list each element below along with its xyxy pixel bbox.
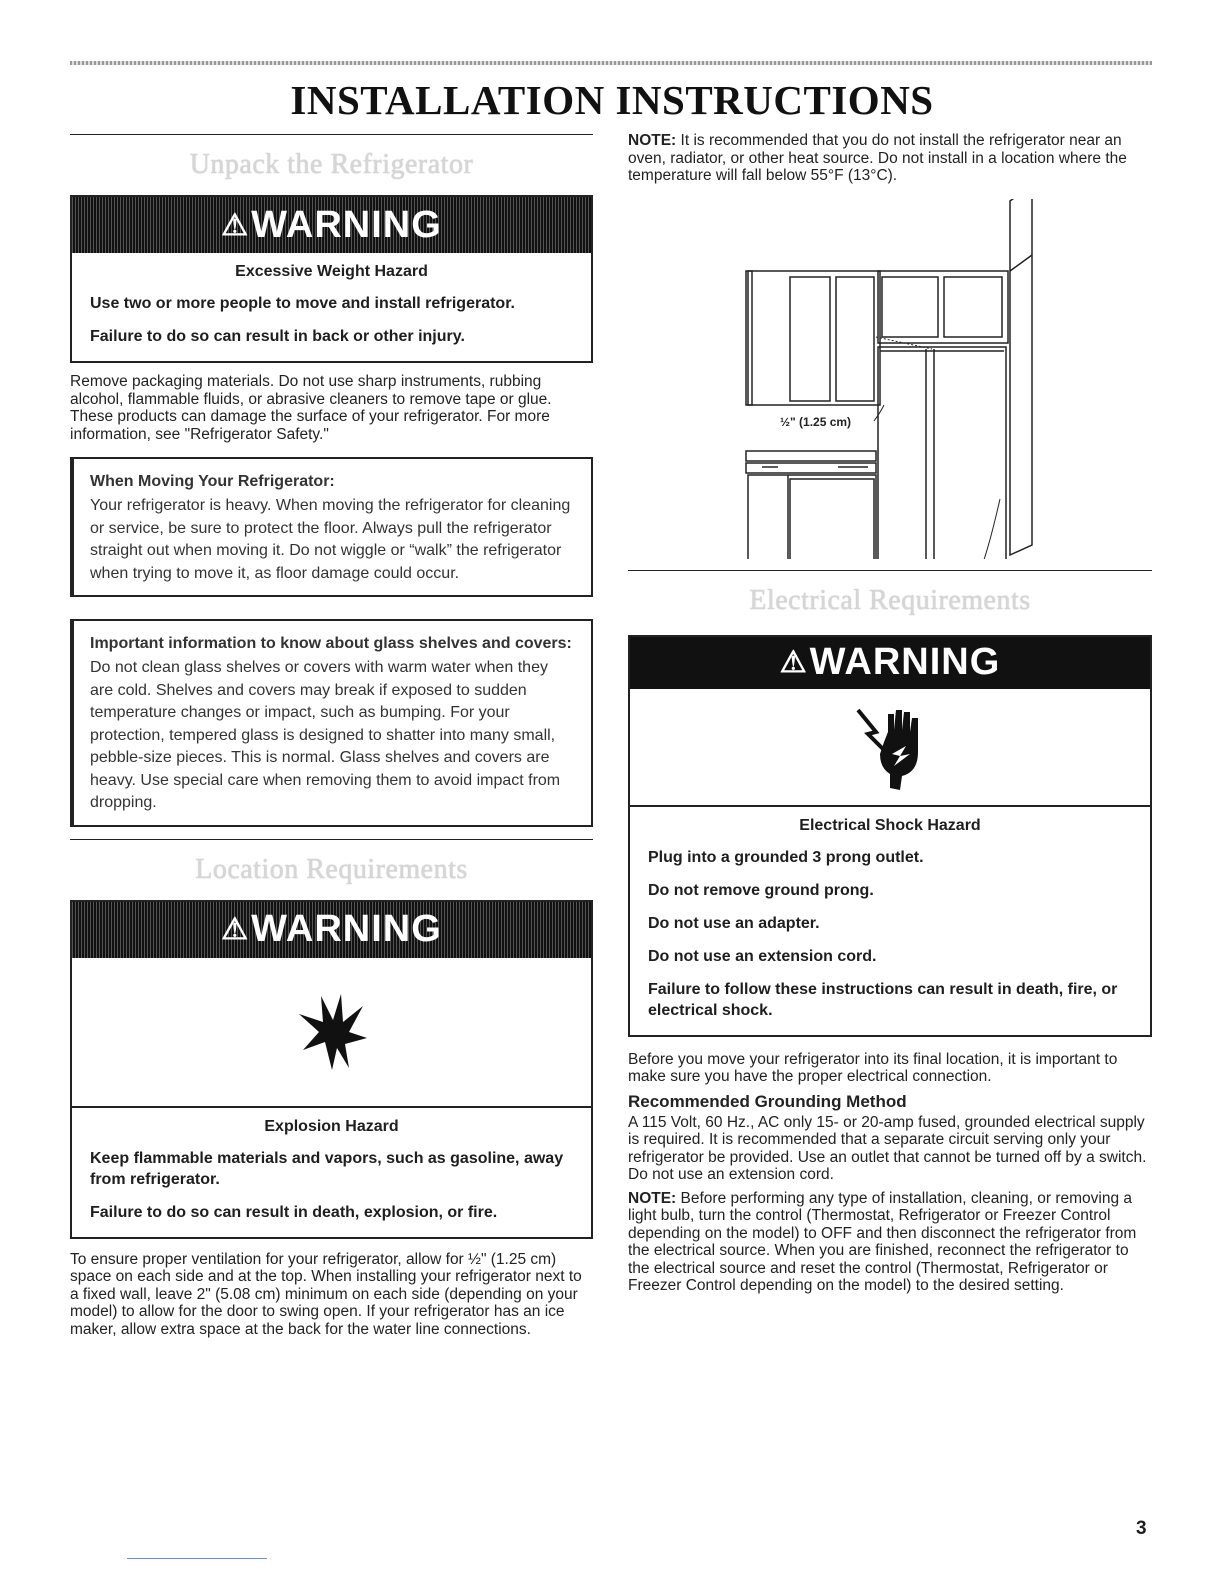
glass-body: Do not clean glass shelves or covers with warm water when they are cold. Shelves and covers may break if exposed to sudden temperature changes or impact, such as bumping. For your protection, tempered glass is designed to shatter into many small, pebble-size pieces. This is normal. Glass shelves and covers are heavy. Use special care when removing them to avoid impact from dropping. <box>90 659 561 811</box>
note-label: NOTE: <box>628 132 677 149</box>
warning-label: WARNING <box>251 908 442 950</box>
warning-body <box>72 253 591 361</box>
note-text: It is recommended that you do not install the refrigerator near an oven, radiator, or other heat source. Do not install in a location where the temperature will fall below 55°F (13°C). <box>628 132 1127 184</box>
explosion-icon-row <box>72 958 591 1108</box>
left-column <box>70 134 593 1352</box>
shock-warning-box <box>628 635 1152 1037</box>
shock-icon-row <box>630 689 1150 807</box>
warning-line: Do not use an adapter. <box>648 914 820 932</box>
hazard-title: Excessive Weight Hazard <box>235 263 428 280</box>
moving-info-box <box>70 457 593 597</box>
warning-banner <box>72 902 591 958</box>
ventilation-paragraph: To ensure proper ventilation for your refrigerator, allow for ½" (1.25 cm) space on each side and at the top. When installing your refrigerator next to a fixed wall, leave 2" (5.08 cm) minimum on each side (depending on your model) to allow for the door to swing open. If your refrigerator has an ice maker, allow extra space at the back for the water line connections. <box>70 1250 582 1338</box>
section-rule <box>70 839 593 840</box>
electrical-note-paragraph <box>628 1190 1152 1295</box>
warning-line: Plug into a grounded 3 prong outlet. <box>648 848 924 866</box>
unpack-heading: Unpack the Refrigerator <box>189 149 474 180</box>
footer-rule <box>127 1558 267 1559</box>
explosion-warning-box <box>70 900 593 1239</box>
page-number: 3 <box>1136 1518 1147 1539</box>
glass-title: Important information to know about glass shelves and covers: <box>90 635 572 652</box>
warning-line: Failure to do so can result in death, explosion, or fire. <box>90 1203 498 1221</box>
warning-body <box>630 807 1150 1035</box>
warning-label: WARNING <box>251 203 442 246</box>
moving-body: Your refrigerator is heavy. When moving the refrigerator for cleaning or service, be sure to protect the floor. Always pull the refrigerator straight out when moving it. Do not wiggle or “walk” the refrigerator when trying to move it, as floor damage could occur. <box>90 497 571 582</box>
moving-title: When Moving Your Refrigerator: <box>90 473 335 490</box>
section-rule <box>70 134 593 135</box>
grounding-subheading: Recommended Grounding Method <box>628 1091 907 1111</box>
warning-body <box>72 1108 591 1237</box>
explosion-icon <box>297 992 367 1072</box>
page-title: INSTALLATION INSTRUCTIONS <box>290 77 934 123</box>
hazard-title: Electrical Shock Hazard <box>799 816 981 834</box>
warning-banner <box>72 197 591 253</box>
warning-line: Do not remove ground prong. <box>648 881 874 899</box>
glass-info-box <box>70 619 593 827</box>
electrical-heading: Electrical Requirements <box>749 584 1031 616</box>
packaging-paragraph: Remove packaging materials. Do not use sharp instruments, rubbing alcohol, flammable fluids, or abrasive cleaners to remove tape or glue. These products can damage the surface of your refrigerator. For more information, see "Refrigerator Safety." <box>70 373 552 443</box>
warning-line: Failure to follow these instructions can result in death, fire, or electrical shock. <box>648 980 1118 1019</box>
right-column <box>628 132 1152 1309</box>
electrical-paragraph: Before you move your refrigerator into its final location, it is important to make sure you have the proper electrical connection. <box>628 1050 1118 1085</box>
section-rule <box>628 570 1152 571</box>
clearance-label-top: ½" (1.25 cm) <box>780 414 852 429</box>
note-text: Before performing any type of installation, cleaning, or removing a light bulb, turn the control (Thermostat, Refrigerator or Freezer Control depending on the model) to OFF and then disconnect the refrigerator from the electrical source. When you are finished, reconnect the refrigerator to the electrical source and reset the control (Thermostat, Refrigerator or Freezer Control depending on the model) to the desired setting. <box>628 1189 1137 1294</box>
warning-line: Do not use an extension cord. <box>648 947 877 965</box>
note-label: NOTE: <box>628 1189 677 1207</box>
top-dotted-rule <box>70 61 1152 65</box>
warning-line: Use two or more people to move and install refrigerator. <box>90 295 515 312</box>
hazard-title: Explosion Hazard <box>264 1117 399 1135</box>
electrical-shock-icon <box>850 702 930 792</box>
warning-line: Failure to do so can result in back or other injury. <box>90 328 465 345</box>
warning-label: WARNING <box>809 641 1001 683</box>
warning-triangle-icon: ⚠ <box>221 208 250 242</box>
warning-triangle-icon: ⚠ <box>779 646 808 679</box>
location-heading: Location Requirements <box>195 853 468 885</box>
grounding-paragraph: A 115 Volt, 60 Hz., AC only 15- or 20-amp fused, grounded electrical supply is required. It is recommended that a separate circuit serving only your refrigerator be provided. Use an outlet that cannot be turned off by a switch. Do not use an extension cord. <box>628 1113 1147 1183</box>
warning-line: Keep flammable materials and vapors, such as gasoline, away from refrigerator. <box>90 1149 564 1188</box>
clearance-diagram <box>628 199 1152 559</box>
weight-warning-box <box>70 195 593 363</box>
warning-banner <box>630 637 1150 689</box>
note-paragraph <box>628 132 1152 185</box>
warning-triangle-icon: ⚠ <box>221 913 250 946</box>
